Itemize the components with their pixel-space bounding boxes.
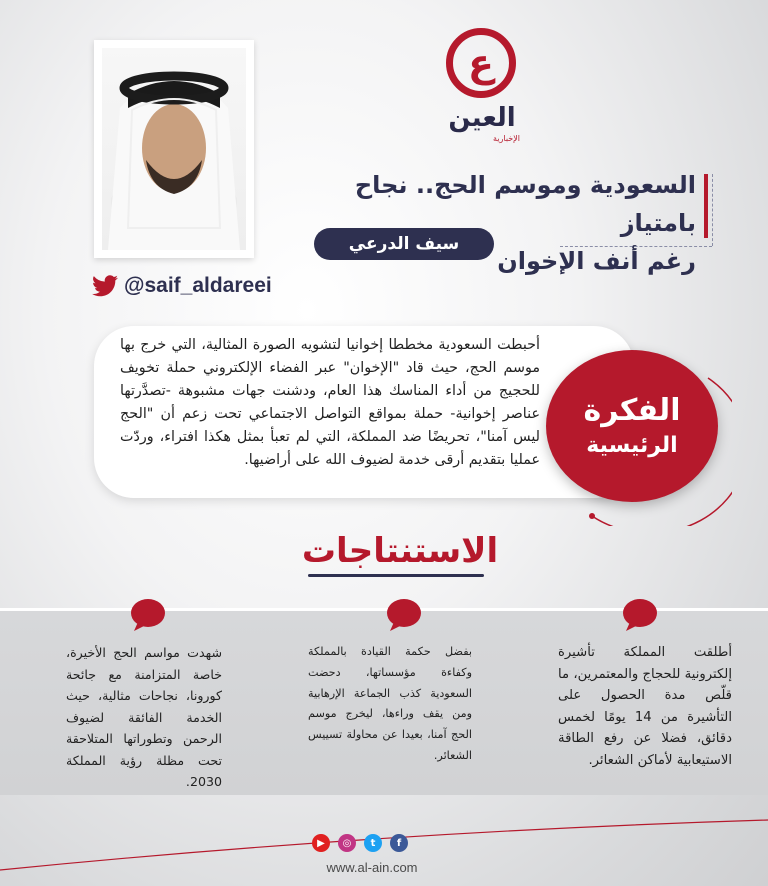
youtube-icon[interactable]: ▶ [312, 834, 330, 852]
logo-tagline: الإخبارية [493, 134, 520, 143]
author-name-badge: سيف الدرعي [314, 228, 494, 260]
author-photo [102, 48, 246, 250]
title-dotted-line-horizontal [560, 246, 712, 247]
twitter-handle-text: @saif_aldareei [124, 274, 272, 297]
facebook-icon[interactable]: f [390, 834, 408, 852]
twitter-handle[interactable] [92, 272, 272, 300]
website-url[interactable]: www.al-ain.com [326, 860, 418, 875]
conclusion-item-1: أطلقت المملكة تأشيرة إلكترونية للحجاج والمعتمرين، ما قلّص مدة الحصول على التأشيرة من 14 يومًا لخمس دقائق، فضلا عن رفع الطاقة الاستيعابية لأماكن الشعائر. [558, 645, 732, 768]
main-idea-label-2: الرئيسية [586, 433, 678, 458]
title-accent-bar [704, 174, 708, 238]
al-ain-logo [440, 28, 524, 148]
twitter-icon[interactable]: t [364, 834, 382, 852]
author-photo-frame [94, 40, 254, 258]
conclusion-item-2: بفضل حكمة القيادة بالمملكة وكفاءة مؤسساتها، دحضت السعودية كذب الجماعة الإرهابية ومن يقف وراءها، ليخرج موسم الحج آمنا، بعيدا عن محاولة تسييس الشعائر. [308, 645, 472, 762]
title-line-1: السعودية وموسم الحج.. نجاح بامتياز [354, 171, 696, 237]
speech-bubble-icon [130, 598, 166, 632]
logo-glyph: ع [468, 41, 494, 85]
main-idea-text: أحبطت السعودية مخططا إخوانيا لتشويه الصورة المثالية، التي خرج بها موسم الحج، حيث قاد "الإخوان" عبر الفضاء الإلكتروني حملة تخويف للحجيج من أداء المناسك هذا العام، ودشنت جهات مشبوهة -تصدَّرتها عناصر إخوانية- حملة بمواقع التواصل الاجتماعي تحت زعم أن "الحج ليس آمنا"، تحريضًا ضد المملكة، التي لم تعبأ بمثل هكذا افتراء، وردّت عمليا بتقديم أرقى خدمة لضيوف الله على أراضيها. [120, 337, 540, 468]
conclusions-title: الاستنتاجات [301, 531, 499, 571]
main-idea-badge [546, 350, 718, 502]
social-icons [312, 834, 408, 852]
main-idea-label-1: الفكرة [583, 393, 681, 428]
speech-bubble-icon [386, 598, 422, 632]
conclusions-underline [308, 574, 484, 577]
title-dotted-line [712, 174, 713, 246]
instagram-icon[interactable]: ◎ [338, 834, 356, 852]
speech-bubble-icon [622, 598, 658, 632]
article-title [296, 166, 696, 280]
conclusion-item-3: شهدت مواسم الحج الأخيرة، خاصة المتزامنة مع جائحة كورونا، نجاحات مثالية، حيث الخدمة الفائقة لضيوف الرحمن وتطوراتها المتلاحقة تحت مظلة رؤية المملكة 2030. [66, 645, 222, 789]
twitter-bird-icon [92, 275, 118, 297]
logo-name: العين [448, 103, 516, 133]
title-line-2: رغم أنف الإخوان [497, 247, 696, 275]
